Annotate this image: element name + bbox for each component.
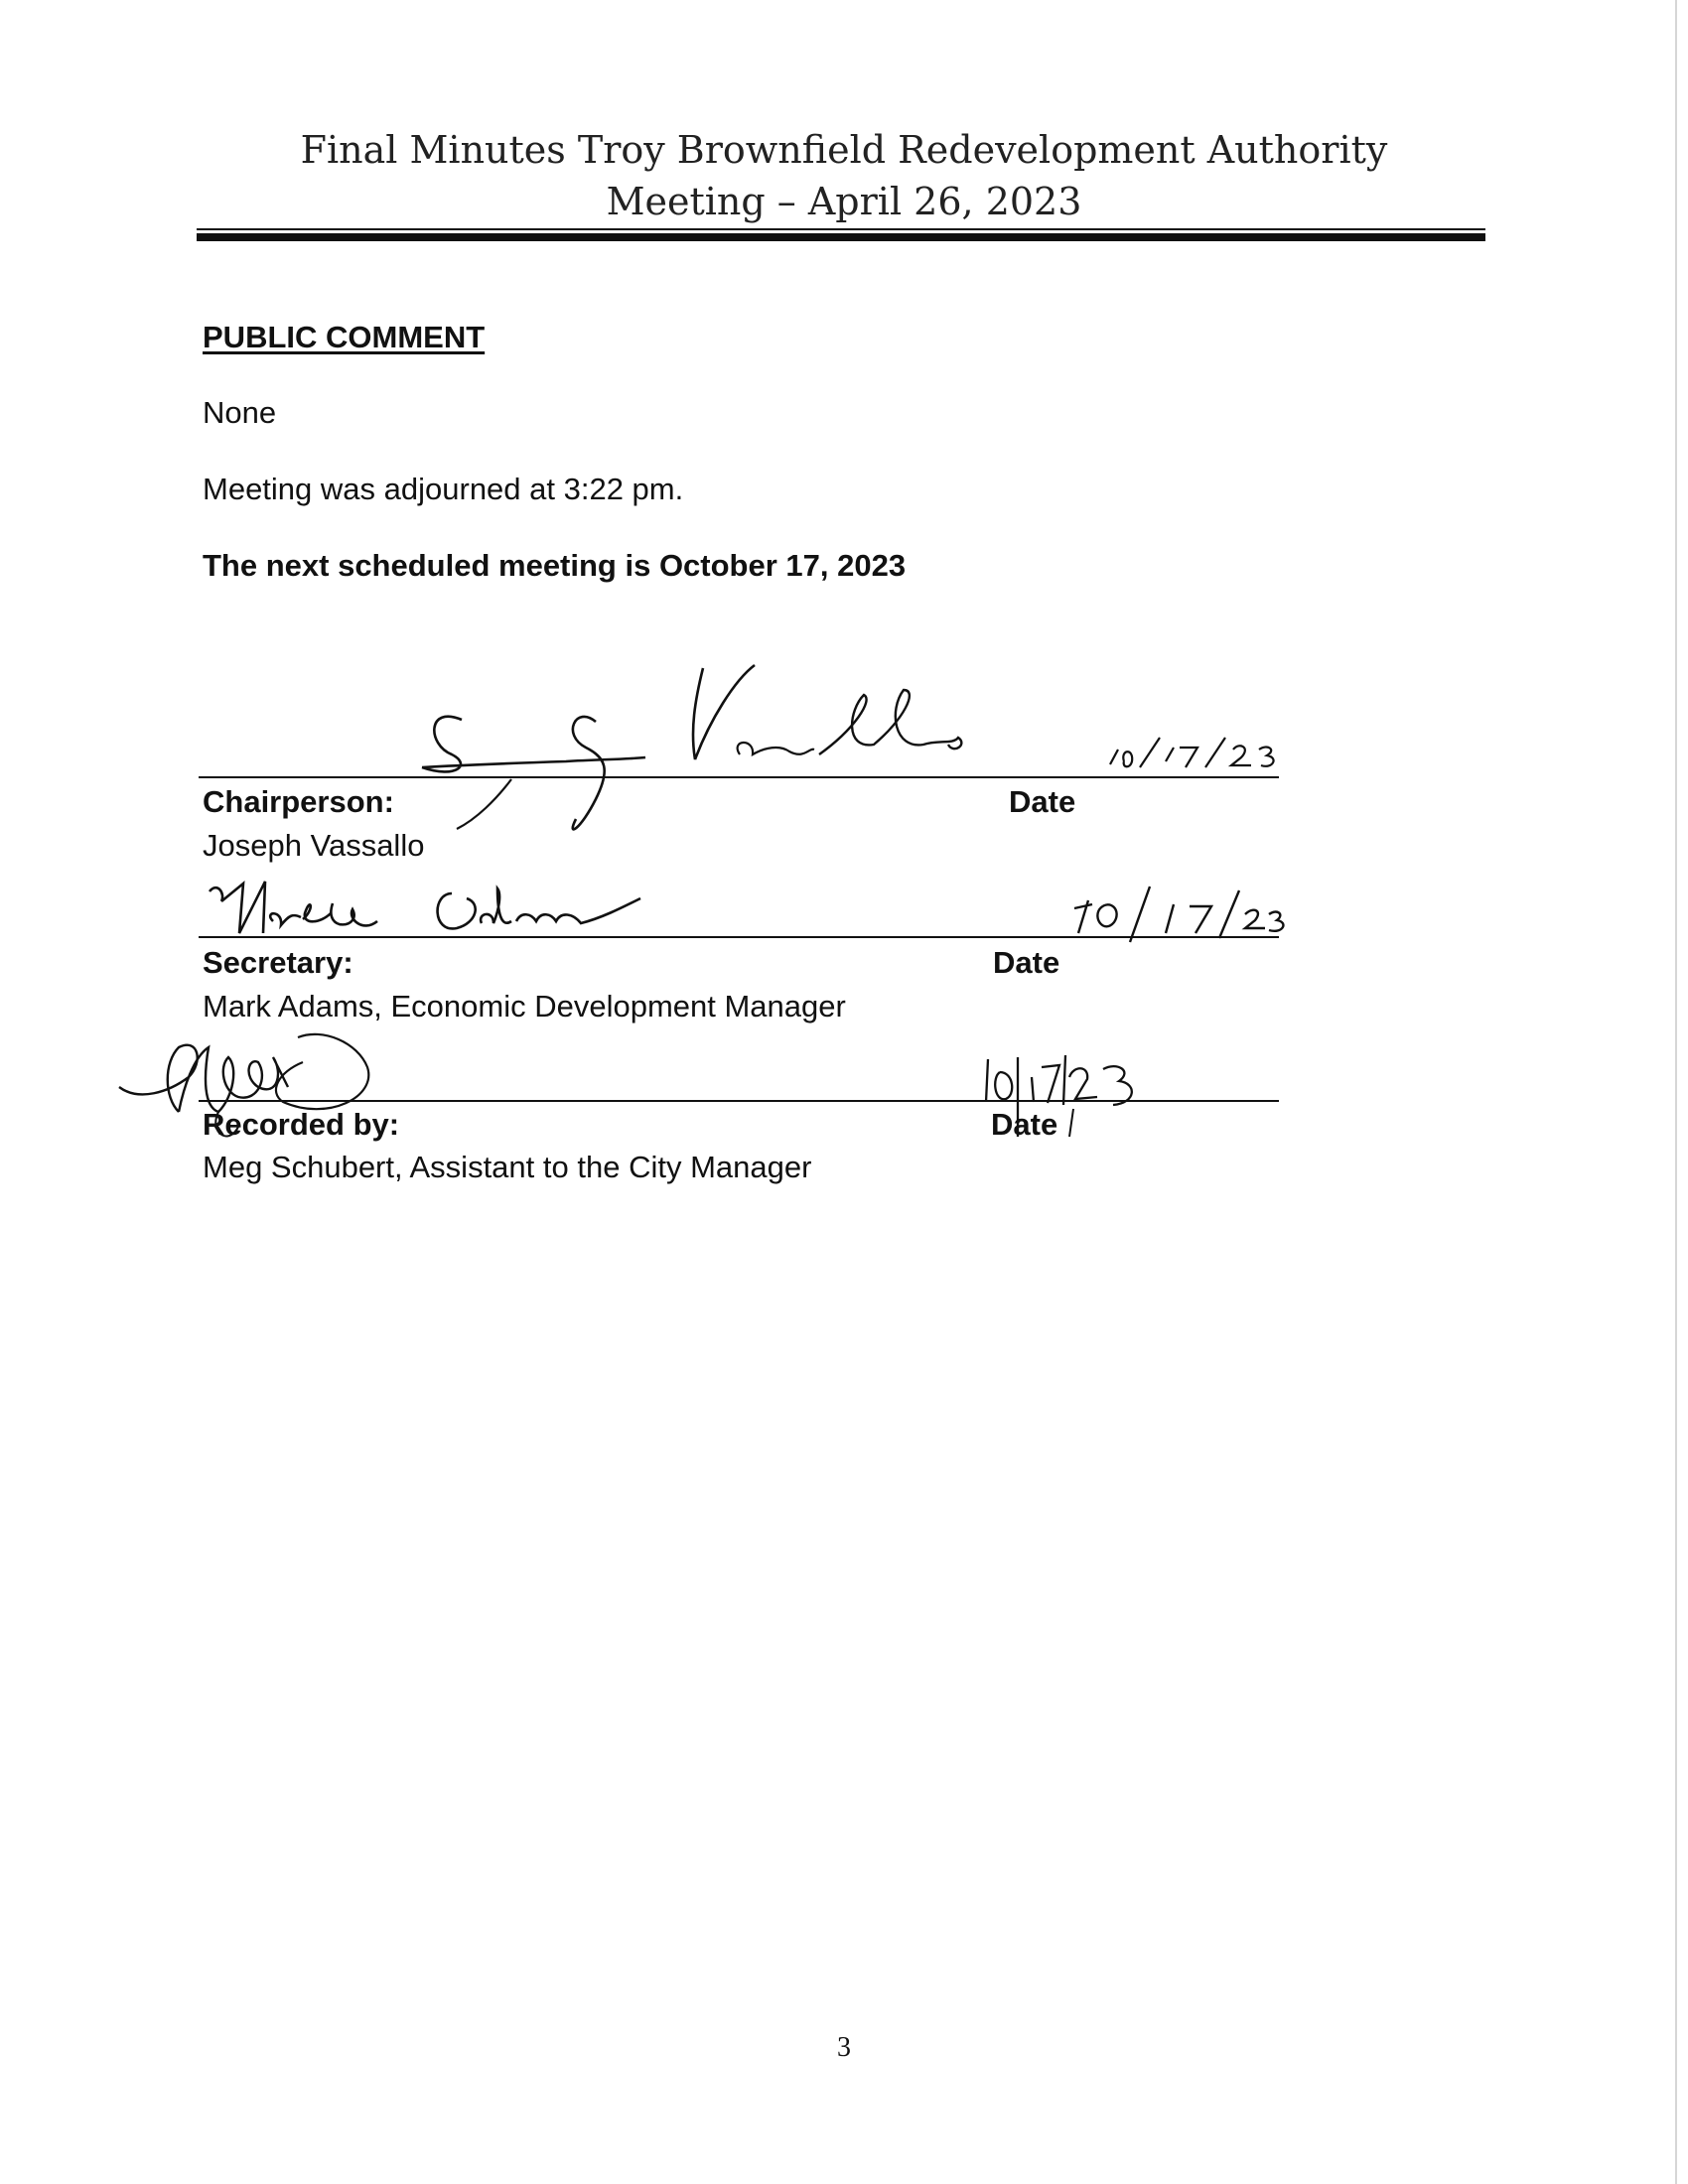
next-meeting-text: The next scheduled meeting is October 17, 2023	[203, 548, 907, 583]
adjourned-text: Meeting was adjourned at 3:22 pm.	[203, 472, 684, 506]
secretary-signature	[204, 874, 660, 943]
secretary-name: Mark Adams, Economic Development Manager	[203, 989, 846, 1024]
public-comment-heading: PUBLIC COMMENT	[203, 320, 486, 354]
document-header	[199, 124, 1489, 227]
scan-edge-line	[1675, 0, 1677, 2184]
secretary-date-label: Date	[993, 945, 1060, 980]
header-title-line1: Final Minutes Troy Brownfield Redevelopment Authority	[300, 128, 1388, 172]
chairperson-date-handwritten	[1102, 720, 1301, 779]
recorder-name: Meg Schubert, Assistant to the City Manager	[203, 1150, 812, 1184]
recorder-signature-line	[199, 1100, 1279, 1102]
chairperson-name: Joseph Vassallo	[203, 828, 425, 863]
recorder-label: Recorded by:	[203, 1107, 400, 1142]
header-rule-thick	[197, 233, 1485, 241]
header-rule	[197, 228, 1485, 230]
header-title-line2: Meeting – April 26, 2023	[606, 180, 1082, 223]
secretary-signature-line	[199, 936, 1279, 938]
chairperson-signature	[397, 660, 1033, 849]
chairperson-date-label: Date	[1009, 784, 1076, 819]
page-number: 3	[837, 2032, 851, 2063]
secretary-label: Secretary:	[203, 945, 353, 980]
public-comment-body: None	[203, 395, 277, 430]
chairperson-signature-line	[199, 776, 1279, 778]
chairperson-label: Chairperson:	[203, 784, 394, 819]
recorder-date-label: Date	[991, 1107, 1058, 1142]
